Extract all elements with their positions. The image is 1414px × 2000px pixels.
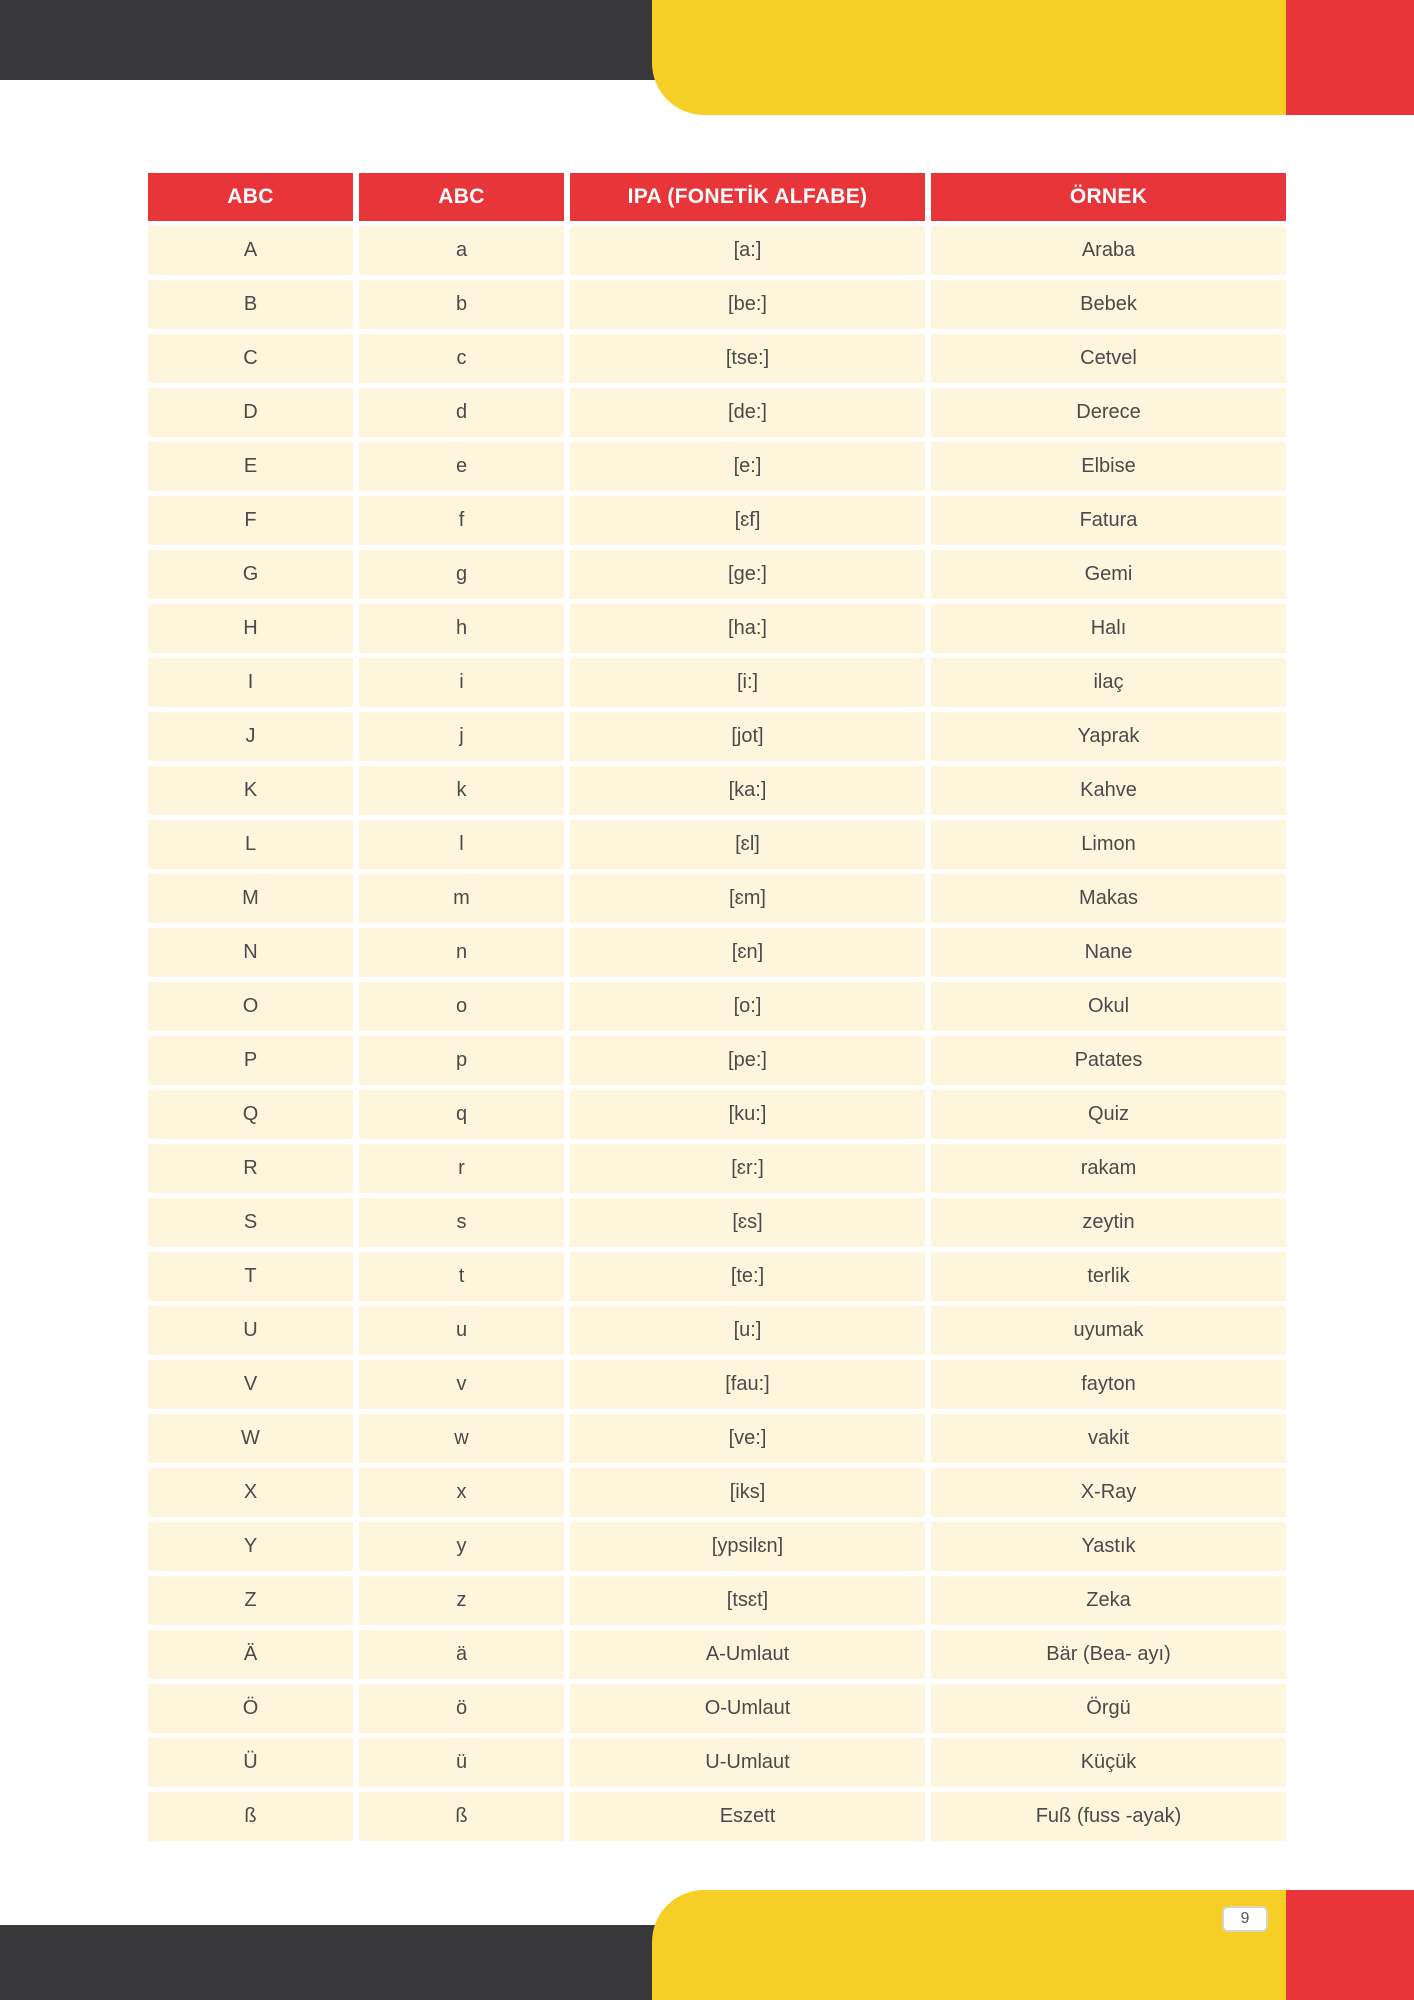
table-row [148,820,1286,869]
table-row [148,1090,1286,1139]
ipa-cell: [be:] [570,280,925,329]
lowercase-cell: d [359,388,564,437]
example-cell: uyumak [931,1306,1286,1355]
ipa-cell: [ɛl] [570,820,925,869]
uppercase-cell: F [148,496,353,545]
header-example: ÖRNEK [931,173,1286,221]
ipa-cell: [tse:] [570,334,925,383]
example-cell: Bär (Bea- ayı) [931,1630,1286,1679]
uppercase-cell: Y [148,1522,353,1571]
table-row [148,280,1286,329]
example-cell: Küçük [931,1738,1286,1787]
uppercase-cell: I [148,658,353,707]
table-row [148,604,1286,653]
table-row [148,766,1286,815]
ipa-cell: [ɛs] [570,1198,925,1247]
ipa-cell: [e:] [570,442,925,491]
example-cell: Makas [931,874,1286,923]
example-cell: Derece [931,388,1286,437]
table-row [148,874,1286,923]
lowercase-cell: f [359,496,564,545]
table-row [148,1306,1286,1355]
example-cell: Gemi [931,550,1286,599]
table-row [148,1792,1286,1841]
table-header-row [148,173,1286,221]
lowercase-cell: y [359,1522,564,1571]
lowercase-cell: v [359,1360,564,1409]
table-row [148,442,1286,491]
example-cell: Araba [931,226,1286,275]
bottom-yellow-band [652,1890,1286,2000]
uppercase-cell: Q [148,1090,353,1139]
table-row [148,658,1286,707]
lowercase-cell: t [359,1252,564,1301]
table-row [148,928,1286,977]
lowercase-cell: i [359,658,564,707]
lowercase-cell: q [359,1090,564,1139]
uppercase-cell: H [148,604,353,653]
top-dark-band [0,0,660,80]
ipa-cell: [ɛm] [570,874,925,923]
example-cell: Cetvel [931,334,1286,383]
uppercase-cell: V [148,1360,353,1409]
table-row [148,388,1286,437]
ipa-cell: A-Umlaut [570,1630,925,1679]
uppercase-cell: W [148,1414,353,1463]
ipa-cell: [ypsilɛn] [570,1522,925,1571]
ipa-cell: [o:] [570,982,925,1031]
table-row [148,550,1286,599]
ipa-cell: [pe:] [570,1036,925,1085]
ipa-cell: [ɛf] [570,496,925,545]
lowercase-cell: z [359,1576,564,1625]
uppercase-cell: C [148,334,353,383]
example-cell: terlik [931,1252,1286,1301]
example-cell: vakit [931,1414,1286,1463]
uppercase-cell: ß [148,1792,353,1841]
table-row [148,1252,1286,1301]
ipa-cell: [ɛn] [570,928,925,977]
example-cell: Okul [931,982,1286,1031]
example-cell: Nane [931,928,1286,977]
uppercase-cell: X [148,1468,353,1517]
table-row [148,1360,1286,1409]
top-red-band [1286,0,1414,115]
alphabet-table-container [148,168,1286,1846]
lowercase-cell: c [359,334,564,383]
ipa-cell: Eszett [570,1792,925,1841]
uppercase-cell: R [148,1144,353,1193]
lowercase-cell: w [359,1414,564,1463]
example-cell: Bebek [931,280,1286,329]
table-row [148,226,1286,275]
ipa-cell: [tsɛt] [570,1576,925,1625]
ipa-cell: [te:] [570,1252,925,1301]
ipa-cell: [jot] [570,712,925,761]
uppercase-cell: O [148,982,353,1031]
top-yellow-band [652,0,1286,115]
header-ipa: IPA (FONETİK ALFABE) [570,173,925,221]
uppercase-cell: Ü [148,1738,353,1787]
table-row [148,496,1286,545]
uppercase-cell: K [148,766,353,815]
uppercase-cell: L [148,820,353,869]
bottom-red-band [1286,1890,1414,2000]
lowercase-cell: o [359,982,564,1031]
table-row [148,1522,1286,1571]
uppercase-cell: N [148,928,353,977]
lowercase-cell: n [359,928,564,977]
header-uppercase: ABC [148,173,353,221]
table-row [148,1198,1286,1247]
lowercase-cell: x [359,1468,564,1517]
table-row [148,1036,1286,1085]
table-row [148,1738,1286,1787]
table-row [148,1576,1286,1625]
example-cell: X-Ray [931,1468,1286,1517]
lowercase-cell: r [359,1144,564,1193]
uppercase-cell: E [148,442,353,491]
table-row [148,1468,1286,1517]
ipa-cell: U-Umlaut [570,1738,925,1787]
lowercase-cell: m [359,874,564,923]
header-lowercase: ABC [359,173,564,221]
ipa-cell: [ka:] [570,766,925,815]
ipa-cell: [u:] [570,1306,925,1355]
example-cell: Kahve [931,766,1286,815]
ipa-cell: [a:] [570,226,925,275]
example-cell: ilaç [931,658,1286,707]
lowercase-cell: l [359,820,564,869]
lowercase-cell: j [359,712,564,761]
ipa-cell: [de:] [570,388,925,437]
table-row [148,712,1286,761]
lowercase-cell: u [359,1306,564,1355]
example-cell: Elbise [931,442,1286,491]
uppercase-cell: Z [148,1576,353,1625]
uppercase-cell: T [148,1252,353,1301]
uppercase-cell: U [148,1306,353,1355]
table-row [148,982,1286,1031]
lowercase-cell: b [359,280,564,329]
table-row [148,1414,1286,1463]
uppercase-cell: A [148,226,353,275]
lowercase-cell: a [359,226,564,275]
uppercase-cell: B [148,280,353,329]
example-cell: Yaprak [931,712,1286,761]
example-cell: Halı [931,604,1286,653]
example-cell: fayton [931,1360,1286,1409]
table-body [148,226,1286,1841]
ipa-cell: [ve:] [570,1414,925,1463]
example-cell: Patates [931,1036,1286,1085]
example-cell: Fatura [931,496,1286,545]
lowercase-cell: g [359,550,564,599]
alphabet-table [142,168,1292,1846]
table-row [148,1144,1286,1193]
uppercase-cell: G [148,550,353,599]
uppercase-cell: Ä [148,1630,353,1679]
uppercase-cell: J [148,712,353,761]
example-cell: Yastık [931,1522,1286,1571]
uppercase-cell: Ö [148,1684,353,1733]
uppercase-cell: M [148,874,353,923]
table-row [148,1630,1286,1679]
uppercase-cell: P [148,1036,353,1085]
lowercase-cell: ä [359,1630,564,1679]
bottom-dark-band [0,1925,660,2000]
example-cell: Zeka [931,1576,1286,1625]
lowercase-cell: ö [359,1684,564,1733]
ipa-cell: [i:] [570,658,925,707]
lowercase-cell: s [359,1198,564,1247]
ipa-cell: [ha:] [570,604,925,653]
lowercase-cell: e [359,442,564,491]
table-row [148,1684,1286,1733]
lowercase-cell: ß [359,1792,564,1841]
uppercase-cell: D [148,388,353,437]
ipa-cell: [iks] [570,1468,925,1517]
example-cell: rakam [931,1144,1286,1193]
ipa-cell: [ku:] [570,1090,925,1139]
example-cell: Quiz [931,1090,1286,1139]
table-row [148,334,1286,383]
lowercase-cell: p [359,1036,564,1085]
ipa-cell: [ge:] [570,550,925,599]
lowercase-cell: h [359,604,564,653]
ipa-cell: [fau:] [570,1360,925,1409]
lowercase-cell: k [359,766,564,815]
example-cell: Fuß (fuss -ayak) [931,1792,1286,1841]
uppercase-cell: S [148,1198,353,1247]
example-cell: Örgü [931,1684,1286,1733]
ipa-cell: [ɛr:] [570,1144,925,1193]
example-cell: zeytin [931,1198,1286,1247]
example-cell: Limon [931,820,1286,869]
page-number: 9 [1222,1906,1268,1932]
lowercase-cell: ü [359,1738,564,1787]
ipa-cell: O-Umlaut [570,1684,925,1733]
